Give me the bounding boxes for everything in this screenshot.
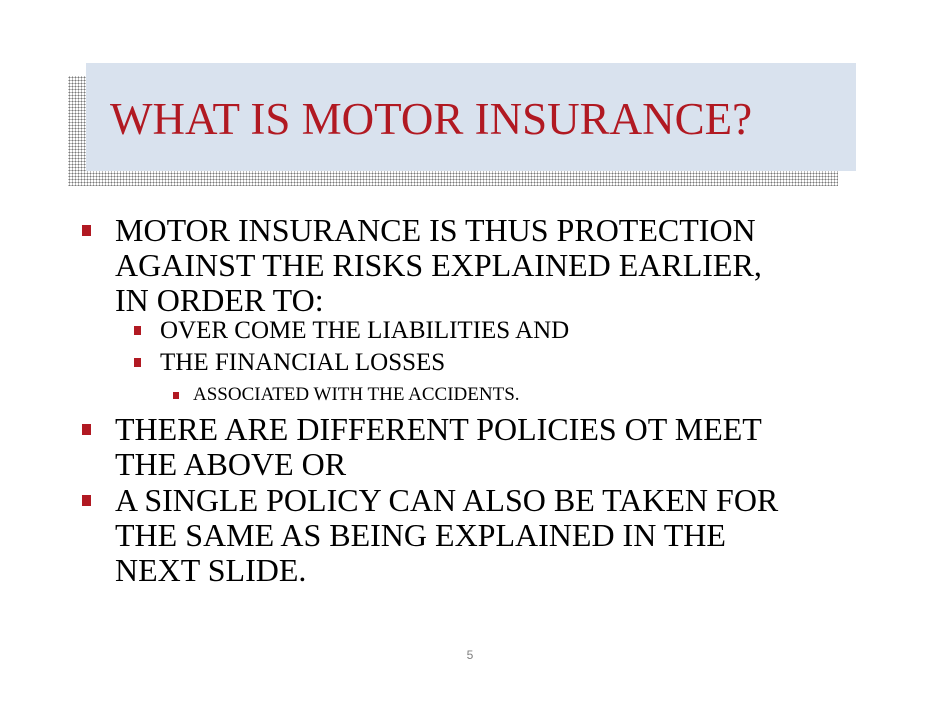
square-bullet-icon: [82, 424, 91, 435]
bullet-line: AGAINST THE RISKS EXPLAINED EARLIER,: [115, 247, 762, 283]
square-bullet-icon: [82, 225, 91, 236]
bullet-line: THE ABOVE OR: [115, 446, 347, 482]
bullet-line: IN ORDER TO:: [115, 282, 324, 318]
sub-bullet-text: OVER COME THE LIABILITIES AND: [160, 317, 570, 344]
slide-title: WHAT IS MOTOR INSURANCE?: [110, 94, 753, 144]
bullet-line: MOTOR INSURANCE IS THUS PROTECTION: [115, 212, 756, 248]
square-bullet-icon: [134, 326, 141, 335]
sub-bullet-text: THE FINANCIAL LOSSES: [160, 349, 446, 376]
bullet-line: A SINGLE POLICY CAN ALSO BE TAKEN FOR: [115, 482, 779, 518]
bullet-line: NEXT SLIDE.: [115, 552, 307, 588]
page-number: 5: [466, 648, 474, 662]
square-bullet-icon: [173, 392, 179, 399]
square-bullet-icon: [134, 358, 141, 367]
bullet-line: THE SAME AS BEING EXPLAINED IN THE: [115, 517, 726, 553]
sub-sub-bullet-text: ASSOCIATED WITH THE ACCIDENTS.: [193, 384, 520, 405]
bullet-line: THERE ARE DIFFERENT POLICIES OT MEET: [115, 411, 762, 447]
square-bullet-icon: [82, 495, 91, 506]
